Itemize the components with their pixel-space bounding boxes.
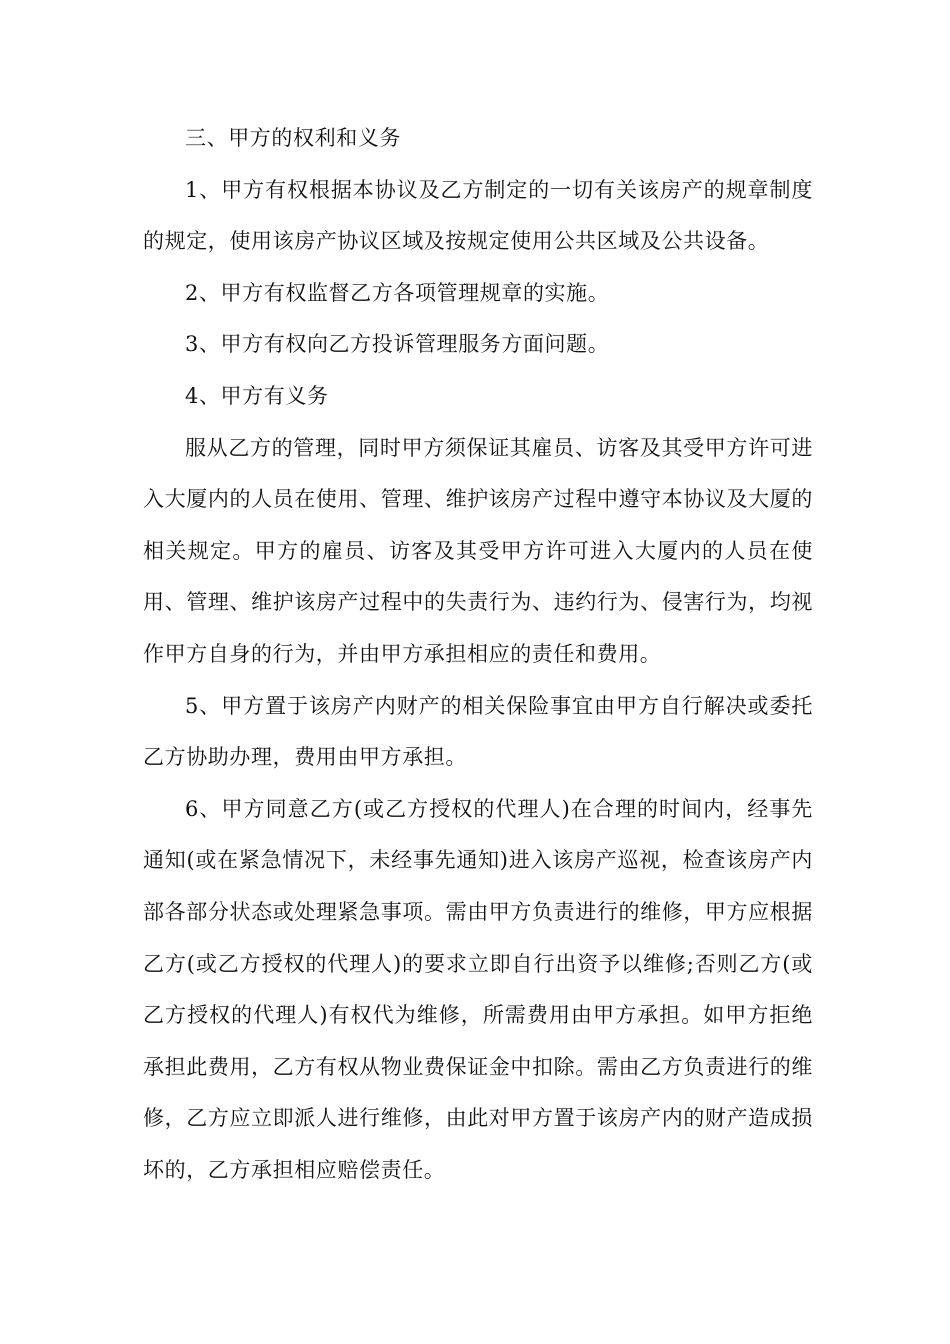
- document-body: [143, 113, 813, 1196]
- clause-2-supervision-right: 2、甲方有权监督乙方各项管理规章的实施。: [185, 280, 610, 305]
- section-heading-party-a-rights: 三、甲方的权利和义务: [185, 126, 401, 150]
- clause-3-complaint-right: 3、甲方有权向乙方投诉管理服务方面问题。: [185, 332, 610, 357]
- clause-1-usage-rights: 1、甲方有权根据本协议及乙方制定的一切有关该房产的规章制度的规定，使用该房产协议区域及按规定使用公共区域及公共设备。: [143, 177, 813, 254]
- clause-5-insurance: 5、甲方置于该房产内财产的相关保险事宜由甲方自行解决或委托乙方协助办理，费用由甲方承担。: [143, 693, 813, 770]
- clause-4-obligations-body: 服从乙方的管理，同时甲方须保证其雇员、访客及其受甲方许可进入大厦内的人员在使用、管理、维护该房产过程中遵守本协议及大厦的相关规定。甲方的雇员、访客及其受甲方许可进入大厦内的人员在使用、管理、维护该房产过程中的失责行为、违约行为、侵害行为，均视作甲方自身的行为，并由甲方承担相应的责任和费用。: [143, 435, 813, 666]
- clause-6-inspection-maintenance: 6、甲方同意乙方(或乙方授权的代理人)在合理的时间内，经事先通知(或在紧急情况下，未经事先通知)进入该房产巡视，检查该房产内部各部分状态或处理紧急事项。需由甲方负责进行的维修，甲方应根据乙方(或乙方授权的代理人)的要求立即自行出资予以维修;否则乙方(或乙方授权的代理人)有权代为维修，所需费用由甲方承担。如甲方拒绝承担此费用，乙方有权从物业费保证金中扣除。需由乙方负责进行的维修，乙方应立即派人进行维修，由此对甲方置于该房产内的财产造成损坏的，乙方承担相应赔偿责任。: [143, 796, 813, 1182]
- clause-4-obligations-heading: 4、甲方有义务: [185, 383, 329, 408]
